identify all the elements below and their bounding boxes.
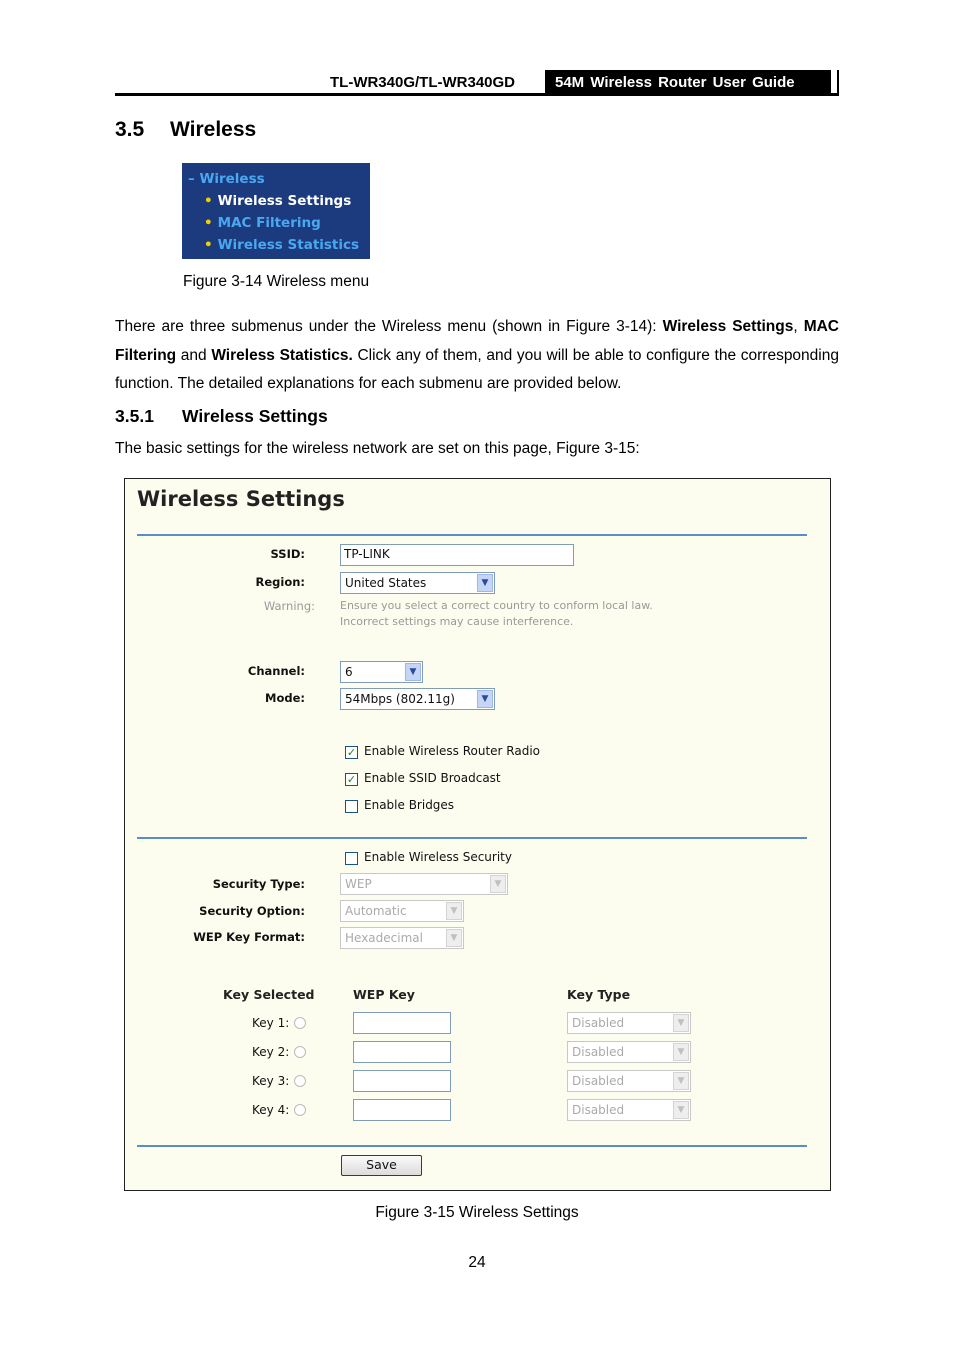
bullet-icon: • bbox=[204, 237, 213, 253]
key-4-input[interactable] bbox=[353, 1099, 451, 1121]
region-select[interactable] bbox=[340, 572, 495, 594]
mode-label: Mode: bbox=[265, 691, 305, 705]
key-1-type-value: Disabled bbox=[572, 1016, 625, 1030]
section-title bbox=[115, 118, 256, 142]
key-2-input[interactable] bbox=[353, 1041, 451, 1063]
wireless-menu-figure bbox=[182, 163, 370, 259]
channel-select[interactable] bbox=[340, 661, 423, 683]
key-2-radio[interactable] bbox=[294, 1046, 306, 1058]
header-rule bbox=[115, 93, 839, 96]
bullet-icon: • bbox=[204, 193, 213, 209]
enable-bridges-label: Enable Bridges bbox=[364, 798, 455, 812]
menu-item-label: MAC Filtering bbox=[217, 215, 321, 231]
key-1-radio[interactable] bbox=[294, 1017, 306, 1029]
save-button[interactable]: Save bbox=[341, 1155, 422, 1176]
enable-security-label: Enable Wireless Security bbox=[364, 850, 512, 864]
divider bbox=[137, 534, 807, 536]
para-bold-wireless-settings: Wireless Settings bbox=[662, 318, 794, 335]
section-title-text: Wireless bbox=[170, 118, 257, 141]
enable-radio-label: Enable Wireless Router Radio bbox=[364, 744, 541, 758]
para-text: , bbox=[793, 318, 804, 335]
key-4-radio[interactable] bbox=[294, 1104, 306, 1116]
section-number: 3.5 bbox=[115, 118, 145, 141]
column-header-key-type: Key Type bbox=[567, 987, 631, 1002]
figure-15-caption: Figure 3-15 Wireless Settings bbox=[375, 1204, 579, 1221]
chevron-down-icon[interactable]: ▼ bbox=[673, 1043, 689, 1061]
subsection-number: 3.5.1 bbox=[115, 406, 154, 426]
wep-key-format-label: WEP Key Format: bbox=[193, 930, 305, 944]
security-type-value: WEP bbox=[345, 877, 372, 891]
settings-intro-paragraph: The basic settings for the wireless network are set on this page, Figure 3-15: bbox=[115, 440, 640, 457]
key-1-label: Key 1: bbox=[252, 1016, 290, 1030]
header-guide-title: 54M Wireless Router User Guide bbox=[545, 70, 831, 94]
wireless-settings-screenshot bbox=[124, 478, 831, 1191]
security-type-label: Security Type: bbox=[212, 877, 305, 891]
warning-line-1: Ensure you select a correct country to conform local law. bbox=[340, 599, 653, 612]
wep-key-format-value: Hexadecimal bbox=[345, 931, 423, 945]
warning-label: Warning: bbox=[263, 599, 315, 613]
key-3-input[interactable] bbox=[353, 1070, 451, 1092]
security-option-value: Automatic bbox=[345, 904, 407, 918]
menu-item-wireless-settings[interactable] bbox=[204, 193, 351, 209]
menu-item-wireless[interactable]: – Wireless bbox=[188, 171, 265, 187]
ssid-label: SSID: bbox=[270, 547, 305, 561]
security-type-select[interactable] bbox=[340, 873, 508, 895]
key-3-type-value: Disabled bbox=[572, 1074, 625, 1088]
chevron-down-icon[interactable]: ▼ bbox=[405, 663, 421, 681]
para-text: Click any of them, and you will be able to configure the corresponding function. The detailed explanations for each submenu are provided below. bbox=[115, 346, 839, 392]
chevron-down-icon[interactable]: ▼ bbox=[673, 1014, 689, 1032]
panel-title: Wireless Settings bbox=[137, 487, 345, 511]
enable-ssid-broadcast-label: Enable SSID Broadcast bbox=[364, 771, 501, 785]
enable-ssid-broadcast-checkbox[interactable] bbox=[345, 773, 358, 786]
region-value: United States bbox=[345, 576, 427, 590]
para-text: and bbox=[176, 346, 212, 364]
menu-item-wireless-statistics[interactable] bbox=[204, 237, 359, 253]
security-option-label: Security Option: bbox=[199, 904, 305, 918]
key-3-label: Key 3: bbox=[252, 1074, 290, 1088]
key-1-type-select[interactable] bbox=[567, 1012, 691, 1034]
menu-item-mac-filtering[interactable] bbox=[204, 215, 321, 231]
key-2-label: Key 2: bbox=[252, 1045, 290, 1059]
chevron-down-icon[interactable]: ▼ bbox=[673, 1101, 689, 1119]
para-bold-mac-filtering: MAC Filtering bbox=[115, 318, 839, 364]
key-4-type-select[interactable] bbox=[567, 1099, 691, 1121]
checkmark-icon: ✓ bbox=[346, 746, 357, 759]
subsection-title-text: Wireless Settings bbox=[182, 406, 328, 426]
wep-key-format-select[interactable] bbox=[340, 927, 464, 949]
column-header-key-selected: Key Selected bbox=[223, 987, 315, 1002]
page-number: 24 bbox=[468, 1254, 486, 1271]
intro-paragraph bbox=[115, 313, 839, 399]
chevron-down-icon[interactable]: ▼ bbox=[490, 875, 506, 893]
header-model: TL-WR340G/TL-WR340GD bbox=[330, 74, 516, 91]
chevron-down-icon[interactable]: ▼ bbox=[477, 574, 493, 592]
menu-item-label: Wireless Statistics bbox=[217, 237, 360, 253]
column-header-wep-key: WEP Key bbox=[353, 987, 415, 1002]
chevron-down-icon[interactable]: ▼ bbox=[477, 690, 493, 708]
key-3-type-select[interactable] bbox=[567, 1070, 691, 1092]
bullet-icon: • bbox=[204, 215, 213, 231]
mode-value: 54Mbps (802.11g) bbox=[345, 692, 455, 706]
ssid-input[interactable]: TP-LINK bbox=[340, 544, 574, 566]
enable-bridges-checkbox[interactable] bbox=[345, 800, 358, 813]
chevron-down-icon[interactable]: ▼ bbox=[673, 1072, 689, 1090]
para-text: There are three submenus under the Wireless menu (shown in Figure 3-14): bbox=[115, 318, 663, 335]
enable-security-checkbox[interactable] bbox=[345, 852, 358, 865]
chevron-down-icon[interactable]: ▼ bbox=[446, 902, 462, 920]
key-4-label: Key 4: bbox=[252, 1103, 290, 1117]
subsection-title bbox=[115, 406, 328, 427]
key-1-input[interactable] bbox=[353, 1012, 451, 1034]
checkmark-icon: ✓ bbox=[346, 773, 357, 786]
security-option-select[interactable] bbox=[340, 900, 464, 922]
divider bbox=[137, 1145, 807, 1147]
header-bar bbox=[837, 70, 839, 94]
key-4-type-value: Disabled bbox=[572, 1103, 625, 1117]
warning-line-2: Incorrect settings may cause interference. bbox=[340, 615, 574, 628]
para-bold-wireless-statistics: Wireless Statistics. bbox=[211, 346, 353, 364]
divider bbox=[137, 837, 807, 839]
chevron-down-icon[interactable]: ▼ bbox=[446, 929, 462, 947]
enable-radio-checkbox[interactable] bbox=[345, 746, 358, 759]
figure-14-caption: Figure 3-14 Wireless menu bbox=[183, 273, 370, 290]
channel-value: 6 bbox=[345, 665, 353, 679]
key-2-type-value: Disabled bbox=[572, 1045, 625, 1059]
mode-select[interactable] bbox=[340, 688, 495, 710]
key-2-type-select[interactable] bbox=[567, 1041, 691, 1063]
key-3-radio[interactable] bbox=[294, 1075, 306, 1087]
channel-label: Channel: bbox=[247, 664, 305, 678]
menu-item-label: Wireless Settings bbox=[217, 193, 352, 209]
region-label: Region: bbox=[255, 575, 305, 589]
